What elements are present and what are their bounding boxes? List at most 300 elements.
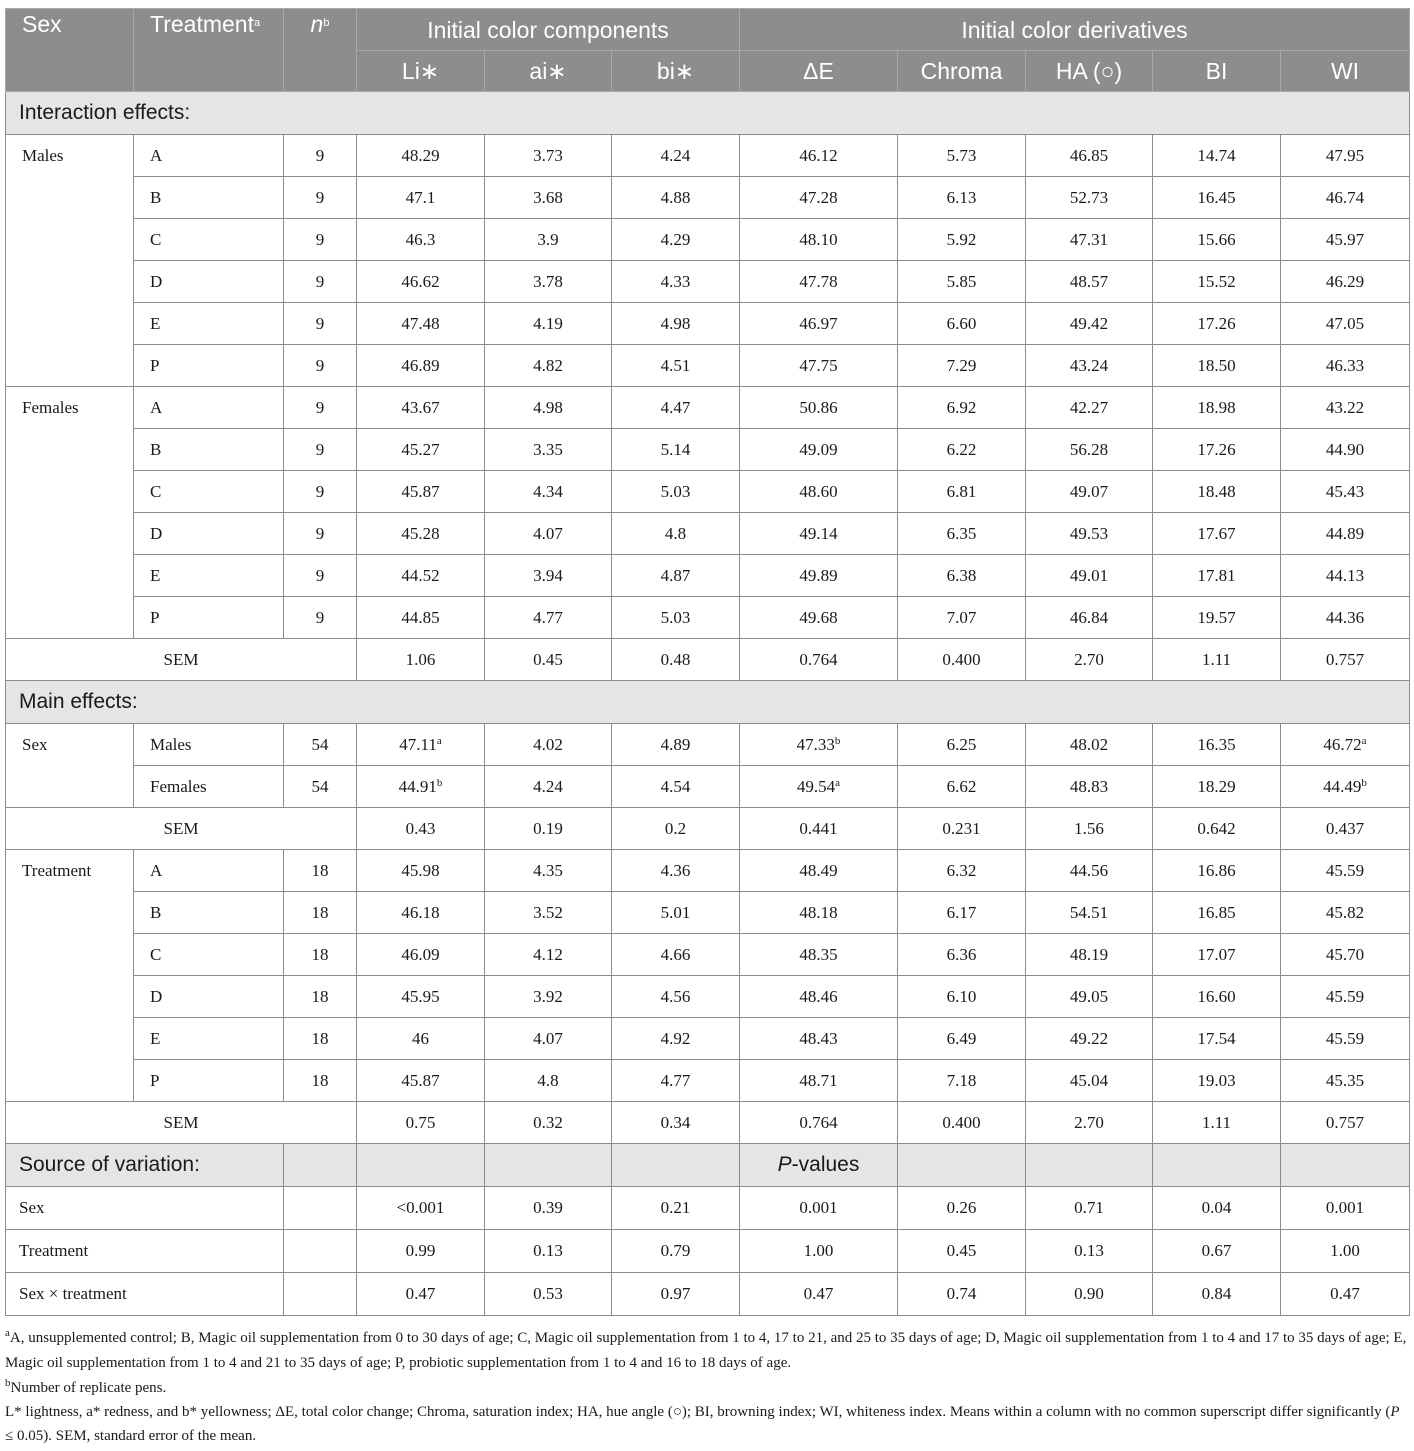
p-value-cell: 0.13 [1026, 1230, 1153, 1273]
value-cell: 47.75 [740, 345, 898, 387]
sem-cell: 0.441 [740, 808, 898, 850]
value-cell: 4.8 [485, 1060, 612, 1102]
value-cell: 46.62 [357, 261, 485, 303]
value-cell: 46.12 [740, 135, 898, 177]
value-cell: 4.35 [485, 850, 612, 892]
empty-cell [284, 1230, 357, 1273]
value-cell: 5.14 [612, 429, 740, 471]
n-cell: 9 [284, 429, 357, 471]
p-value-cell: 0.74 [898, 1273, 1026, 1316]
value-cell: 46.89 [357, 345, 485, 387]
column-header: WI [1281, 51, 1410, 92]
p-value-row [6, 1187, 1410, 1230]
sem-cell: 0.764 [740, 1102, 898, 1144]
source-label: Sex × treatment [6, 1273, 284, 1316]
value-cell: 45.59 [1281, 976, 1410, 1018]
table-row [6, 724, 1410, 766]
value-cell: 6.38 [898, 555, 1026, 597]
p-value-cell: 0.97 [612, 1273, 740, 1316]
p-value-cell: <0.001 [357, 1187, 485, 1230]
value-cell: 50.86 [740, 387, 898, 429]
value-cell: 48.49 [740, 850, 898, 892]
treatment-cell: E [134, 303, 284, 345]
value-cell: 17.07 [1153, 934, 1281, 976]
sem-cell: 0.2 [612, 808, 740, 850]
value-cell: 3.78 [485, 261, 612, 303]
p-value-cell: 0.79 [612, 1230, 740, 1273]
value-cell: 52.73 [1026, 177, 1153, 219]
value-cell: 49.68 [740, 597, 898, 639]
value-cell: 4.36 [612, 850, 740, 892]
empty-cell [284, 1144, 357, 1187]
treatment-cell: D [134, 976, 284, 1018]
value-cell: 5.85 [898, 261, 1026, 303]
n-cell: 9 [284, 303, 357, 345]
empty-cell [1026, 1144, 1153, 1187]
value-cell: 16.45 [1153, 177, 1281, 219]
p-value-cell: 0.47 [740, 1273, 898, 1316]
value-cell: 5.03 [612, 597, 740, 639]
column-header: HA (○) [1026, 51, 1153, 92]
value-cell: 17.67 [1153, 513, 1281, 555]
value-cell: 7.29 [898, 345, 1026, 387]
table-row [6, 387, 1410, 429]
p-value-cell: 0.001 [740, 1187, 898, 1230]
footnote-legend: L* lightness, a* redness, and b* yellowness; ΔE, total color change; Chroma, saturation index; HA, hue angle (○); BI, browning index; WI, whiteness index. Means within a column with no common superscript differ significantly (P ≤ 0.05). SEM, standard error of the mean. [5, 1404, 1400, 1444]
table-row [6, 934, 1410, 976]
value-cell: 4.47 [612, 387, 740, 429]
source-label: Treatment [6, 1230, 284, 1273]
value-cell: 4.98 [612, 303, 740, 345]
column-header: BI [1153, 51, 1281, 92]
sem-cell: 0.400 [898, 639, 1026, 681]
table-row [6, 1018, 1410, 1060]
value-cell: 54.51 [1026, 892, 1153, 934]
value-cell: 3.92 [485, 976, 612, 1018]
value-cell: 48.10 [740, 219, 898, 261]
group-label: Sex [6, 724, 134, 808]
value-cell: 49.54$^a$ [740, 766, 898, 808]
treatment-cell: Males [134, 724, 284, 766]
value-cell: 6.62 [898, 766, 1026, 808]
p-value-cell: 0.47 [1281, 1273, 1410, 1316]
value-cell: 49.01 [1026, 555, 1153, 597]
sem-cell: 0.231 [898, 808, 1026, 850]
sem-cell: 0.19 [485, 808, 612, 850]
value-cell: 46.72$^a$ [1281, 724, 1410, 766]
value-cell: 44.90 [1281, 429, 1410, 471]
value-cell: 4.56 [612, 976, 740, 1018]
value-cell: 3.52 [485, 892, 612, 934]
value-cell: 4.12 [485, 934, 612, 976]
value-cell: 49.07 [1026, 471, 1153, 513]
n-cell: 18 [284, 850, 357, 892]
value-cell: 16.60 [1153, 976, 1281, 1018]
sem-cell: 2.70 [1026, 1102, 1153, 1144]
value-cell: 4.24 [485, 766, 612, 808]
group-label: Males [6, 135, 134, 387]
source-label: Sex [6, 1187, 284, 1230]
value-cell: 15.52 [1153, 261, 1281, 303]
value-cell: 17.26 [1153, 429, 1281, 471]
table-row [6, 429, 1410, 471]
value-cell: 6.81 [898, 471, 1026, 513]
column-header: ΔE [740, 51, 898, 92]
treatment-cell: A [134, 135, 284, 177]
value-cell: 6.49 [898, 1018, 1026, 1060]
value-cell: 45.28 [357, 513, 485, 555]
value-cell: 45.35 [1281, 1060, 1410, 1102]
group-label: Treatment [6, 850, 134, 1102]
value-cell: 49.42 [1026, 303, 1153, 345]
value-cell: 45.82 [1281, 892, 1410, 934]
sem-label: SEM [6, 1102, 357, 1144]
value-cell: 4.33 [612, 261, 740, 303]
value-cell: 4.89 [612, 724, 740, 766]
header-group-derivatives: Initial color derivatives [740, 9, 1410, 51]
value-cell: 44.52 [357, 555, 485, 597]
p-value-cell: 0.67 [1153, 1230, 1281, 1273]
header-treatment: Treatment$^a$ [134, 9, 284, 92]
value-cell: 44.49$^b$ [1281, 766, 1410, 808]
p-value-cell: 0.84 [1153, 1273, 1281, 1316]
table-row [6, 892, 1410, 934]
value-cell: 45.87 [357, 471, 485, 513]
table-row [6, 850, 1410, 892]
value-cell: 18.98 [1153, 387, 1281, 429]
table-header [6, 9, 1410, 92]
sem-cell: 0.757 [1281, 639, 1410, 681]
sem-row [6, 808, 1410, 850]
n-cell: 9 [284, 513, 357, 555]
value-cell: 6.13 [898, 177, 1026, 219]
value-cell: 18.50 [1153, 345, 1281, 387]
value-cell: 45.98 [357, 850, 485, 892]
treatment-cell: B [134, 429, 284, 471]
n-cell: 9 [284, 345, 357, 387]
value-cell: 5.73 [898, 135, 1026, 177]
empty-cell [357, 1144, 485, 1187]
value-cell: 45.59 [1281, 1018, 1410, 1060]
column-header: ai∗ [485, 51, 612, 92]
value-cell: 47.33$^b$ [740, 724, 898, 766]
n-cell: 54 [284, 724, 357, 766]
value-cell: 19.57 [1153, 597, 1281, 639]
group-label: Females [6, 387, 134, 639]
value-cell: 6.17 [898, 892, 1026, 934]
n-cell: 9 [284, 135, 357, 177]
sem-cell: 1.11 [1153, 639, 1281, 681]
p-value-cell: 0.45 [898, 1230, 1026, 1273]
value-cell: 4.77 [612, 1060, 740, 1102]
p-values-label: P-values [740, 1144, 898, 1187]
value-cell: 48.60 [740, 471, 898, 513]
table-row [6, 555, 1410, 597]
n-cell: 54 [284, 766, 357, 808]
value-cell: 6.22 [898, 429, 1026, 471]
column-header: Li∗ [357, 51, 485, 92]
value-cell: 3.35 [485, 429, 612, 471]
footnote-b: $^b$Number of replicate pens. [5, 1377, 167, 1396]
p-value-cell: 0.47 [357, 1273, 485, 1316]
p-value-cell: 0.53 [485, 1273, 612, 1316]
section-interaction [6, 92, 1410, 135]
sem-cell: 0.34 [612, 1102, 740, 1144]
value-cell: 7.07 [898, 597, 1026, 639]
value-cell: 47.48 [357, 303, 485, 345]
value-cell: 46.74 [1281, 177, 1410, 219]
sem-cell: 0.48 [612, 639, 740, 681]
p-value-cell: 0.39 [485, 1187, 612, 1230]
value-cell: 48.18 [740, 892, 898, 934]
table-row [6, 219, 1410, 261]
p-value-cell: 1.00 [740, 1230, 898, 1273]
p-value-cell: 1.00 [1281, 1230, 1410, 1273]
value-cell: 4.19 [485, 303, 612, 345]
p-value-cell: 0.26 [898, 1187, 1026, 1230]
n-cell: 9 [284, 597, 357, 639]
table-row [6, 597, 1410, 639]
footnotes [5, 1326, 1409, 1448]
value-cell: 46.33 [1281, 345, 1410, 387]
treatment-cell: E [134, 1018, 284, 1060]
value-cell: 4.34 [485, 471, 612, 513]
value-cell: 46.29 [1281, 261, 1410, 303]
value-cell: 44.85 [357, 597, 485, 639]
header-sex: Sex [6, 9, 134, 92]
p-value-cell: 0.001 [1281, 1187, 1410, 1230]
section-title: Interaction effects: [6, 92, 1410, 135]
value-cell: 48.57 [1026, 261, 1153, 303]
value-cell: 46.84 [1026, 597, 1153, 639]
value-cell: 18.29 [1153, 766, 1281, 808]
value-cell: 4.87 [612, 555, 740, 597]
treatment-cell: A [134, 387, 284, 429]
value-cell: 6.60 [898, 303, 1026, 345]
p-value-cell: 0.71 [1026, 1187, 1153, 1230]
value-cell: 46.3 [357, 219, 485, 261]
value-cell: 4.07 [485, 513, 612, 555]
value-cell: 3.9 [485, 219, 612, 261]
value-cell: 47.28 [740, 177, 898, 219]
value-cell: 48.71 [740, 1060, 898, 1102]
section-title: Main effects: [6, 681, 1410, 724]
n-cell: 18 [284, 1018, 357, 1060]
value-cell: 48.02 [1026, 724, 1153, 766]
value-cell: 4.29 [612, 219, 740, 261]
empty-cell [898, 1144, 1026, 1187]
value-cell: 3.68 [485, 177, 612, 219]
value-cell: 16.85 [1153, 892, 1281, 934]
sem-cell: 0.764 [740, 639, 898, 681]
value-cell: 49.89 [740, 555, 898, 597]
n-cell: 9 [284, 261, 357, 303]
header-group-components: Initial color components [357, 9, 740, 51]
value-cell: 46.85 [1026, 135, 1153, 177]
table-row [6, 976, 1410, 1018]
table-row [6, 345, 1410, 387]
sem-cell: 0.757 [1281, 1102, 1410, 1144]
section-main [6, 681, 1410, 724]
value-cell: 3.73 [485, 135, 612, 177]
value-cell: 4.54 [612, 766, 740, 808]
value-cell: 4.98 [485, 387, 612, 429]
treatment-cell: C [134, 219, 284, 261]
value-cell: 44.91$^b$ [357, 766, 485, 808]
value-cell: 46.18 [357, 892, 485, 934]
value-cell: 47.95 [1281, 135, 1410, 177]
value-cell: 17.54 [1153, 1018, 1281, 1060]
value-cell: 46.09 [357, 934, 485, 976]
treatment-cell: C [134, 471, 284, 513]
sem-cell: 1.06 [357, 639, 485, 681]
value-cell: 48.19 [1026, 934, 1153, 976]
value-cell: 5.01 [612, 892, 740, 934]
value-cell: 4.24 [612, 135, 740, 177]
sem-cell: 0.45 [485, 639, 612, 681]
value-cell: 43.22 [1281, 387, 1410, 429]
value-cell: 4.8 [612, 513, 740, 555]
value-cell: 6.10 [898, 976, 1026, 1018]
value-cell: 45.27 [357, 429, 485, 471]
p-value-cell: 0.13 [485, 1230, 612, 1273]
p-value-row [6, 1230, 1410, 1273]
value-cell: 5.03 [612, 471, 740, 513]
table-row [6, 766, 1410, 808]
value-cell: 19.03 [1153, 1060, 1281, 1102]
empty-cell [284, 1187, 357, 1230]
empty-cell [1281, 1144, 1410, 1187]
n-cell: 18 [284, 934, 357, 976]
results-table [5, 8, 1410, 1316]
sem-row [6, 1102, 1410, 1144]
value-cell: 4.02 [485, 724, 612, 766]
sem-cell: 0.32 [485, 1102, 612, 1144]
p-value-cell: 0.99 [357, 1230, 485, 1273]
value-cell: 45.70 [1281, 934, 1410, 976]
value-cell: 15.66 [1153, 219, 1281, 261]
n-cell: 18 [284, 892, 357, 934]
treatment-cell: D [134, 513, 284, 555]
value-cell: 6.32 [898, 850, 1026, 892]
value-cell: 45.04 [1026, 1060, 1153, 1102]
value-cell: 56.28 [1026, 429, 1153, 471]
value-cell: 48.29 [357, 135, 485, 177]
value-cell: 4.77 [485, 597, 612, 639]
treatment-cell: Females [134, 766, 284, 808]
value-cell: 4.51 [612, 345, 740, 387]
value-cell: 6.35 [898, 513, 1026, 555]
empty-cell [1153, 1144, 1281, 1187]
value-cell: 49.14 [740, 513, 898, 555]
value-cell: 6.25 [898, 724, 1026, 766]
sem-cell: 0.642 [1153, 808, 1281, 850]
value-cell: 6.92 [898, 387, 1026, 429]
n-cell: 18 [284, 1060, 357, 1102]
value-cell: 4.92 [612, 1018, 740, 1060]
n-cell: 9 [284, 219, 357, 261]
value-cell: 44.13 [1281, 555, 1410, 597]
sem-label: SEM [6, 808, 357, 850]
sem-row [6, 639, 1410, 681]
value-cell: 48.46 [740, 976, 898, 1018]
value-cell: 6.36 [898, 934, 1026, 976]
empty-cell [284, 1273, 357, 1316]
section-variation [6, 1144, 1410, 1187]
value-cell: 45.43 [1281, 471, 1410, 513]
value-cell: 16.86 [1153, 850, 1281, 892]
table-body [6, 92, 1410, 1316]
value-cell: 44.36 [1281, 597, 1410, 639]
value-cell: 48.43 [740, 1018, 898, 1060]
value-cell: 45.95 [357, 976, 485, 1018]
value-cell: 18.48 [1153, 471, 1281, 513]
value-cell: 16.35 [1153, 724, 1281, 766]
treatment-cell: B [134, 892, 284, 934]
value-cell: 7.18 [898, 1060, 1026, 1102]
sem-cell: 1.56 [1026, 808, 1153, 850]
treatment-cell: P [134, 345, 284, 387]
value-cell: 45.87 [357, 1060, 485, 1102]
footnote-a: $^a$A, unsupplemented control; B, Magic oil supplementation from 0 to 30 days of age; C, Magic oil supplementation from 1 to 4, 17 to 21, and 25 to 35 days of age; D, Magic oil supplementation from 1 to 4 and 17 to 35 days of age; E, Magic oil supplementation from 1 to 4 and 21 to 35 days of age; P, probiotic supplementation from 1 to 4 and 16 to 18 days of age. [5, 1327, 1407, 1371]
value-cell: 17.81 [1153, 555, 1281, 597]
value-cell: 47.31 [1026, 219, 1153, 261]
value-cell: 46.97 [740, 303, 898, 345]
sem-cell: 0.43 [357, 808, 485, 850]
value-cell: 4.88 [612, 177, 740, 219]
value-cell: 49.22 [1026, 1018, 1153, 1060]
treatment-cell: C [134, 934, 284, 976]
n-cell: 9 [284, 387, 357, 429]
value-cell: 4.07 [485, 1018, 612, 1060]
treatment-cell: A [134, 850, 284, 892]
treatment-cell: E [134, 555, 284, 597]
p-value-cell: 0.04 [1153, 1187, 1281, 1230]
value-cell: 48.83 [1026, 766, 1153, 808]
n-cell: 9 [284, 177, 357, 219]
sem-cell: 0.400 [898, 1102, 1026, 1144]
value-cell: 47.11$^a$ [357, 724, 485, 766]
table-row [6, 303, 1410, 345]
treatment-cell: B [134, 177, 284, 219]
p-value-row [6, 1273, 1410, 1316]
table-row [6, 261, 1410, 303]
table-row [6, 177, 1410, 219]
section-title: Source of variation: [6, 1144, 284, 1187]
value-cell: 49.05 [1026, 976, 1153, 1018]
value-cell: 43.67 [357, 387, 485, 429]
empty-cell [612, 1144, 740, 1187]
n-cell: 9 [284, 555, 357, 597]
value-cell: 44.89 [1281, 513, 1410, 555]
value-cell: 47.1 [357, 177, 485, 219]
header-n: $n^b$ [284, 9, 357, 92]
table-row [6, 471, 1410, 513]
value-cell: 44.56 [1026, 850, 1153, 892]
value-cell: 4.66 [612, 934, 740, 976]
sem-cell: 0.75 [357, 1102, 485, 1144]
empty-cell [485, 1144, 612, 1187]
value-cell: 5.92 [898, 219, 1026, 261]
value-cell: 42.27 [1026, 387, 1153, 429]
value-cell: 47.05 [1281, 303, 1410, 345]
value-cell: 17.26 [1153, 303, 1281, 345]
value-cell: 3.94 [485, 555, 612, 597]
value-cell: 45.97 [1281, 219, 1410, 261]
table-row [6, 1060, 1410, 1102]
sem-cell: 0.437 [1281, 808, 1410, 850]
sem-cell: 2.70 [1026, 639, 1153, 681]
